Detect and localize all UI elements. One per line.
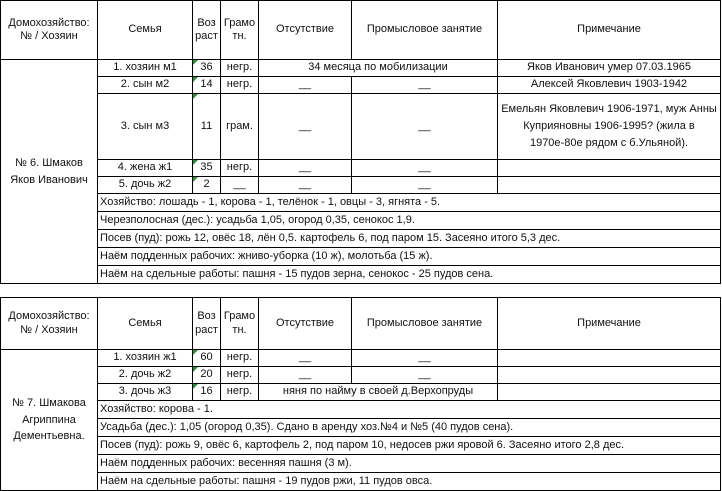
member-age: 16 — [193, 384, 221, 401]
member-trade: __ — [352, 94, 498, 160]
member-note: Емельян Яковлевич 1906-1971, муж Анны Куприяновны 1906-1995? (жила в 1970е-80е рядом с б.Ульяной). — [498, 94, 721, 160]
member-row — [1, 367, 721, 384]
member-trade: __ — [352, 367, 498, 384]
member-age: 2 — [193, 177, 221, 194]
header-row — [1, 1, 721, 60]
member-role: 1. хозяин м1 — [98, 60, 193, 77]
member-note — [498, 177, 721, 194]
member-note: Яков Иванович умер 07.03.1965 — [498, 60, 721, 77]
trade-header: Промысловое занятие — [352, 298, 498, 350]
summary-row — [1, 455, 721, 473]
member-note — [498, 350, 721, 367]
member-role: 2. сын м2 — [98, 77, 193, 94]
member-row — [1, 60, 721, 77]
member-note — [498, 367, 721, 384]
summary-line: Наём на сдельные работы: пашня - 15 пудов зерна, сенокос - 25 пудов сена. — [98, 266, 721, 284]
member-absence: __ — [259, 350, 352, 367]
member-note: Алексей Яковлевич 1903-1942 — [498, 77, 721, 94]
member-literacy: негр. — [221, 350, 259, 367]
member-row — [1, 77, 721, 94]
member-trade: __ — [352, 77, 498, 94]
member-role: 2. дочь ж2 — [98, 367, 193, 384]
member-role: 5. дочь ж2 — [98, 177, 193, 194]
summary-line: Хозяйство: лошадь - 1, корова - 1, телёнок - 1, овцы - 3, ягнята - 5. — [98, 194, 721, 212]
summary-row — [1, 419, 721, 437]
summary-line: Наём подденных рабочих: весенняя пашня (3 м). — [98, 455, 721, 473]
member-role: 3. дочь ж3 — [98, 384, 193, 401]
member-row — [1, 384, 721, 401]
note-header: Примечание — [498, 1, 721, 60]
summary-line: Наём на сдельные работы: пашня - 19 пудов ржи, 11 пудов овса. — [98, 473, 721, 491]
member-trade: __ — [352, 177, 498, 194]
member-age: 36 — [193, 60, 221, 77]
household-header: Домохозяйство: № / Хозяин — [1, 298, 98, 350]
summary-line: Наём подденных рабочих: жниво-уборка (10 ж), молотьба (15 ж). — [98, 248, 721, 266]
member-absence-trade: няня по найму в своей д.Верхопруды — [259, 384, 498, 401]
member-literacy: негр. — [221, 77, 259, 94]
member-literacy: __ — [221, 177, 259, 194]
member-age: 11 — [193, 94, 221, 160]
member-absence: __ — [259, 77, 352, 94]
member-absence: __ — [259, 94, 352, 160]
trade-header: Промысловое занятие — [352, 1, 498, 60]
household-7-table — [0, 297, 721, 491]
summary-row — [1, 248, 721, 266]
age-header: Возраст — [193, 298, 221, 350]
household-owner: № 7. Шмакова Агриппина Дементьевна. — [1, 350, 98, 491]
member-age: 35 — [193, 160, 221, 177]
member-age: 14 — [193, 77, 221, 94]
family-header: Семья — [98, 1, 193, 60]
summary-row — [1, 266, 721, 284]
member-absence: __ — [259, 160, 352, 177]
member-age: 60 — [193, 350, 221, 367]
summary-row — [1, 437, 721, 455]
absence-header: Отсутствие — [259, 1, 352, 60]
member-role: 3. сын м3 — [98, 94, 193, 160]
summary-row — [1, 473, 721, 491]
member-note — [498, 160, 721, 177]
member-note — [498, 384, 721, 401]
member-row — [1, 177, 721, 194]
summary-line: Хозяйство: корова - 1. — [98, 401, 721, 419]
literacy-header: Грамотн. — [221, 1, 259, 60]
household-owner: № 6. Шмаков Яков Иванович — [1, 60, 98, 284]
household-header: Домохозяйство: № / Хозяин — [1, 1, 98, 60]
header-row — [1, 298, 721, 350]
summary-row — [1, 230, 721, 248]
summary-line: Черезполосная (дес.): усадьба 1,05, огород 0,35, сенокос 1,9. — [98, 212, 721, 230]
member-absence: __ — [259, 177, 352, 194]
member-literacy: грам. — [221, 94, 259, 160]
family-header: Семья — [98, 298, 193, 350]
member-literacy: негр. — [221, 384, 259, 401]
member-role: 4. жена ж1 — [98, 160, 193, 177]
summary-row — [1, 194, 721, 212]
summary-row — [1, 212, 721, 230]
member-trade: __ — [352, 350, 498, 367]
member-literacy: негр. — [221, 60, 259, 77]
member-role: 1. хозяин ж1 — [98, 350, 193, 367]
summary-line: Усадьба (дес.): 1,05 (огород 0,35). Сдано в аренду хоз.№4 и №5 (40 пудов сена). — [98, 419, 721, 437]
member-age: 20 — [193, 367, 221, 384]
age-header: Возраст — [193, 1, 221, 60]
member-literacy: негр. — [221, 160, 259, 177]
member-trade: __ — [352, 160, 498, 177]
absence-header: Отсутствие — [259, 298, 352, 350]
summary-line: Посев (пуд): рожь 9, овёс 6, картофель 2, под паром 10, недосев ржи яровой 6. Засеяно итого 2,8 дес. — [98, 437, 721, 455]
summary-row — [1, 401, 721, 419]
member-literacy: негр. — [221, 367, 259, 384]
member-absence: __ — [259, 367, 352, 384]
member-row — [1, 160, 721, 177]
member-row — [1, 94, 721, 160]
summary-line: Посев (пуд): рожь 12, овёс 18, лён 0,5. картофель 6, под паром 15. Засеяно итого 5,3 дес. — [98, 230, 721, 248]
member-row — [1, 350, 721, 367]
note-header: Примечание — [498, 298, 721, 350]
member-absence-trade: 34 месяца по мобилизации — [259, 60, 498, 77]
literacy-header: Грамотн. — [221, 298, 259, 350]
